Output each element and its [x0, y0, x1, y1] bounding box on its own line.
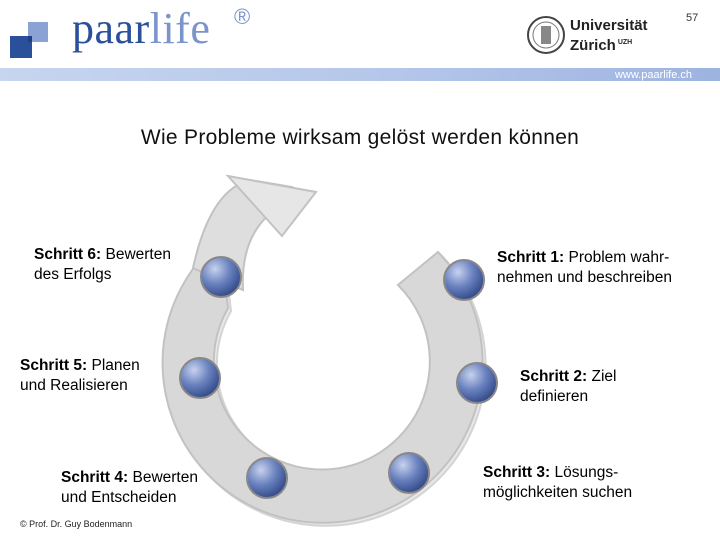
step-4-text1: Bewerten [132, 469, 198, 486]
step-1-title: Schritt 1: [497, 249, 565, 266]
step-1-label [497, 248, 672, 288]
step-3-text1: Lösungs- [554, 464, 619, 481]
step-5-text1: Planen [91, 357, 140, 374]
registered-mark: ® [234, 4, 251, 29]
step-5-title: Schritt 5: [20, 357, 88, 374]
copyright-footer: © Prof. Dr. Guy Bodenmann [20, 519, 133, 529]
step-1-text2: nehmen und beschreiben [497, 269, 672, 286]
step-4-title: Schritt 4: [61, 469, 129, 486]
step-4-label [61, 468, 198, 508]
step-3-title: Schritt 3: [483, 464, 551, 481]
page-title: Wie Probleme wirksam gelöst werden können [140, 126, 580, 149]
step-1-text1: Problem wahr- [568, 249, 670, 266]
knob-step1 [444, 260, 484, 300]
page-number: 57 [686, 12, 699, 24]
university-line1: Universität [570, 17, 648, 34]
knob-step4 [247, 458, 287, 498]
step-5-label [20, 356, 140, 396]
step-6-label [34, 245, 171, 285]
step-6-title: Schritt 6: [34, 246, 102, 263]
step-5-text2: und Realisieren [20, 377, 128, 394]
knob-step2 [457, 363, 497, 403]
university-line2: Zürich $^{UZH}$ [570, 37, 633, 54]
brand-part2: life [149, 4, 211, 53]
step-3-label [483, 463, 632, 503]
university-suffix: UZH [617, 39, 633, 46]
step-3-text2: möglichkeiten suchen [483, 484, 633, 501]
step-6-text2: des Erfolgs [34, 266, 112, 283]
knob-step6 [201, 257, 241, 297]
website-link[interactable]: www.paarlife.ch [614, 69, 692, 81]
step-2-text2: definieren [520, 388, 589, 405]
brand-part1: paar [72, 4, 150, 53]
step-6-text1: Bewerten [105, 246, 171, 263]
step-4-text2: und Entscheiden [61, 489, 177, 506]
step-2-text1: Ziel [591, 368, 617, 385]
knob-step5 [180, 358, 220, 398]
knob-step3 [389, 453, 429, 493]
step-2-title: Schritt 2: [520, 368, 588, 385]
step-2-label [520, 367, 616, 407]
